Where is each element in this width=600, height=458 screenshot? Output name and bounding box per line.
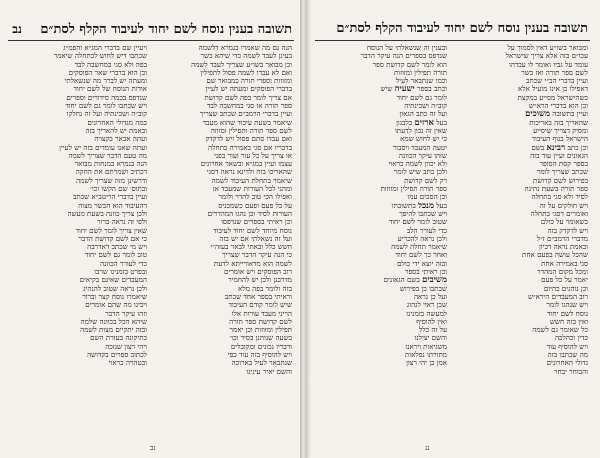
text-line: ויש חולקים על זה xyxy=(539,201,588,210)
text-line: ויש להוסיף בזה עוד כפי xyxy=(227,350,292,359)
text-line: העורות לסיד וכן נהגו המהדרים xyxy=(207,209,292,218)
text-line: ויש מי שכתב דאדרבה xyxy=(87,243,147,252)
text-line: הנה גם מה שאמרו בגמרא דלשמה xyxy=(198,44,292,52)
text-line: שנתבאר לעיל בארוכה xyxy=(231,359,292,368)
header-rule xyxy=(8,40,294,41)
text-line: נוסח מיוחד לשם יחוד לעיבוד xyxy=(213,226,292,235)
text-line: ויש לדקדק בזה xyxy=(547,226,588,235)
text-line: ואם לא עבדו לשמה פסול לתפילין xyxy=(200,68,292,77)
text-line: כתיקונה בעזרת השם xyxy=(90,334,147,343)
text-line: ויש להוסיף עוד xyxy=(546,342,588,351)
text-column-right xyxy=(152,44,292,376)
text-line: יטעה המעבד ויסבור xyxy=(392,143,447,152)
text-line: שאין זה נכון לדעתו xyxy=(394,126,447,135)
footer-page-number: נב xyxy=(150,444,156,452)
text-line: וזהו עיקר הדבר xyxy=(105,309,147,318)
text-line: מה שכתבו בזה xyxy=(547,350,588,359)
text-line: ועיין בדברי הריטב״א שכתב xyxy=(72,193,147,202)
text-line: שאין צריך לומר לשם יחוד xyxy=(75,226,147,235)
text-line: אודות הנוסח של לשם יחוד xyxy=(73,85,147,94)
text-line: שזהו עיקר הכוונה xyxy=(398,151,447,160)
text-line: כשהישראל מסייע במקצת xyxy=(517,93,588,102)
text-line: בספר קסת הסופר xyxy=(539,160,588,169)
text-line: כמה מגדולי האחרונים xyxy=(87,118,147,127)
text-line: וכן הסכים עמו xyxy=(407,193,447,202)
text-line: משיבים בשם הגאונים xyxy=(383,276,447,285)
text-line: שיאמר תחלה לשמה xyxy=(391,243,447,252)
text-line: שיאמרו נוסח קצר וברור xyxy=(82,292,147,301)
text-line: ועיין בדברי הרמב״ם שכתב שצריך xyxy=(199,110,292,119)
text-line: וכן מבואר בשו״ע שצריך לעבד לשמה xyxy=(191,60,292,69)
text-line: ודרשינן מזה שצריך לשמה xyxy=(76,176,147,185)
text-line: טוב לומר גם לשם יחוד xyxy=(84,251,147,260)
bold-keyword: משוכים xyxy=(525,110,551,119)
text-line: ואחר כך לשם יחוד xyxy=(395,251,447,260)
text-line: ולכן כתב שיש לומר xyxy=(393,168,447,177)
text-line: עכו״ם בזה אלא צריך שישראל xyxy=(505,52,588,61)
text-line: למעשה בזמנינו xyxy=(406,309,447,318)
text-line: לשם ספר תורה ואז כשר xyxy=(521,68,588,77)
text-line: ובפרט בזמנינו שרבו xyxy=(94,268,147,277)
text-line: בעינן לעבד לשמה כדי שיהא כשר xyxy=(200,52,292,61)
bold-keyword: ישעיה xyxy=(394,85,415,94)
text-line: וכן הוא בדברי שאר הפוסקים xyxy=(68,68,147,77)
text-line: ומעתה יש לברר מה שנשאלתי xyxy=(64,77,147,86)
text-line: מה טעם הדבר שצריך לשמה xyxy=(68,151,147,160)
text-line: ואם עבדו סתם פסול ויש לדקדק xyxy=(205,135,292,144)
text-line: בשעה שנותנן בסיד וכו׳ xyxy=(229,334,292,343)
text-line: וכתב בספר ישעיה שיש xyxy=(380,85,447,94)
text-line: שיאמר בתחלת העיבוד לשמה xyxy=(211,176,292,185)
bold-keyword: ארזים xyxy=(414,118,434,127)
text-line: שנדפס בכמה סידורים וספרים xyxy=(66,93,147,102)
text-line: אמן כן יהי רצון xyxy=(406,359,447,368)
text-column-left xyxy=(313,44,447,368)
text-line: עומד על גביו ואומר לו עבדהו xyxy=(509,60,588,69)
text-column-left xyxy=(7,44,147,368)
text-line: ויבינו מה שהם אומרים xyxy=(85,301,147,310)
text-line: תורה תפילין ומזוזות xyxy=(393,68,447,77)
text-line: בדבריו אם סגי באמירה בתחלה xyxy=(208,143,292,152)
text-line: וכן הוא בדברי הרא״ש xyxy=(528,102,588,111)
text-line: שכתבו דיש לחוש לכתחלה שיאמר xyxy=(53,52,147,61)
text-line: בעל מנכל בתשובתו xyxy=(391,201,447,210)
text-line: ובתוס׳ שם הקשו וכו׳ xyxy=(90,185,147,194)
text-line: שכתב שצריך לומר xyxy=(536,168,588,177)
text-line: דאפילו כן אינו מועיל אלא xyxy=(518,85,588,94)
text-line: ספר תורה בשעת נתינה xyxy=(524,185,588,194)
text-line: ואומרים דסגי בתחלה xyxy=(530,209,588,218)
text-line: הוא לומר לשם קדושת ספר xyxy=(372,60,447,69)
text-line: ולכן נראה להכריע xyxy=(397,234,447,243)
text-line: לומר גם לשם יחוד xyxy=(396,93,447,102)
text-line: שטוב לומר לשם יחוד xyxy=(388,218,447,227)
text-line: כשאומר על כולם xyxy=(540,218,588,227)
text-line: שיש לומר קודם העיבוד xyxy=(228,301,292,310)
header-rule xyxy=(315,40,590,41)
text-line: וכן נוהגים כהיום xyxy=(543,284,588,293)
text-line: וכן כתב רבינא בשם xyxy=(531,143,588,152)
text-line: שכתבו כן בפירוש xyxy=(399,284,447,293)
text-line: אם צריך לומר בפה לשם קדושת xyxy=(204,93,292,102)
text-line: גדולי האחרונים xyxy=(546,359,588,368)
text-line: או צריך על כל עור ועור בפני xyxy=(213,151,292,160)
text-line: ובזה יוצא ידי כולם xyxy=(397,259,447,268)
text-line: לשמה הוא מדאורייתא לדעת xyxy=(213,259,292,268)
bold-keyword: משיבים xyxy=(422,276,447,285)
text-line: דהעיבוד הוא הכשר מצוה xyxy=(78,201,147,210)
text-line: ובאמת נראה דכיון xyxy=(538,243,588,252)
text-line: בפה ולא סגי במחשבה לבד xyxy=(74,60,147,69)
text-line: ואפילו הכי טוב להדר ולומר xyxy=(218,193,292,202)
text-line: ועיין בתשובה משוכים xyxy=(525,110,588,119)
text-line: והשם יצילנו xyxy=(414,334,447,343)
text-line: סגי באמירה אחת xyxy=(541,259,588,268)
text-line: בפירוש לשם קדושת xyxy=(533,176,588,185)
text-line: דכתיב ושמרתם את החקה xyxy=(75,168,147,177)
text-line: וכן ראיתי בספרים שנדפסו xyxy=(221,218,292,227)
text-line: כדין וכהלכה xyxy=(554,334,588,343)
text-line: מדברי הרמב״ם ז״ל xyxy=(536,234,588,243)
text-line: הישראל בגוף העיבוד xyxy=(531,135,588,144)
text-line: כי אם לשם קדושת הדבר xyxy=(78,234,147,243)
text-line: וכמו שנתבאר לעיל xyxy=(395,77,447,86)
text-line: וראיתי בספר אחד שכתב xyxy=(224,292,292,301)
bold-keyword: רבינא xyxy=(546,143,566,152)
text-line: שהאריכו בזה ולדינא נראה דסגי xyxy=(206,168,292,177)
text-line: ובטהרה כראוי xyxy=(108,359,147,368)
text-line: ספר תורה או סגי במחשבה לבד xyxy=(206,102,292,111)
text-line: לשם קדושת ספר תורה xyxy=(229,317,292,326)
text-line: שכן ראוי לנהוג xyxy=(406,301,447,310)
text-line: ועיין בדברי הב״י שכתב xyxy=(525,77,588,86)
text-line: הגאונים ועיין עוד בזה xyxy=(530,151,588,160)
text-line: ויהי רצון שנזכה xyxy=(105,342,147,351)
page-header xyxy=(8,20,292,38)
text-line: בזה ולומר בפה מלא xyxy=(238,284,292,293)
text-line: ולכן נראה שטוב להנהיג xyxy=(83,284,147,293)
text-line: ובענין זה שנשאלתי על הנוסח xyxy=(366,44,447,52)
text-line: וכן ראיתי בספר xyxy=(404,268,447,277)
text-line: ולכן צריך כוונה בשעת מעשה xyxy=(67,209,147,218)
text-line: שהכל עושה בפעם אחת xyxy=(522,251,588,260)
text-line: ומזוזות וספרי תורה כמבואר שם xyxy=(206,77,292,86)
text-line: לסיד ולא סגי בתחלה xyxy=(531,193,588,202)
text-line: רוב הפוסקים ויש אומרים xyxy=(224,268,292,277)
text-line: ועל כן נראה xyxy=(413,292,447,301)
text-line: ויש שנהגו לומר xyxy=(546,301,588,310)
text-line: כי יש לחוש שמא xyxy=(400,135,447,144)
text-line: שהאריך בזה באריכות xyxy=(529,118,588,127)
page-header-title: תשובה בענין נוסח לשם יחוד לעיבוד הקלף לסת״ם xyxy=(336,21,588,36)
bold-keyword: מנכל xyxy=(418,201,434,210)
text-line: הנה בגמרא במנחות מבואר xyxy=(74,160,147,169)
text-line: נוסח לשם יחוד xyxy=(547,309,588,318)
text-line: הריני מעבד עורות אלו xyxy=(231,309,292,318)
text-line: ומכל מקום המהדר xyxy=(537,268,588,277)
text-line: חשש כלל ובאתי לבאר בעזה״י xyxy=(210,243,292,252)
page-header xyxy=(336,20,588,38)
text-line: והבוחר יבחר xyxy=(553,367,588,376)
text-line: רוב המעבדים הירא״ש xyxy=(527,292,588,301)
text-line: ועל זה כתב הגאון xyxy=(399,110,447,119)
text-line: לכתוב ספרים בקדושה xyxy=(87,350,147,359)
text-line: ודבריו נכונים ומקובלים xyxy=(230,342,292,351)
text-line: ועל זה נשאלתי אם יש בזה xyxy=(219,234,292,243)
text-line: כדי לעורר הכוונה xyxy=(100,259,147,268)
text-line: עצמו ועיין במג״א ובשאר אחרונים xyxy=(200,160,292,169)
text-line: שיהא הכל בכוונה שלמה xyxy=(80,317,147,326)
text-line: ומהני לכל העורות שמעבד אז xyxy=(212,185,292,194)
text-line: משגיאות ויראנו xyxy=(405,342,447,351)
text-line: ועתה שאנו עומדים בזה יש לעיין xyxy=(59,143,147,152)
text-line: על כל פעם ופעם כשמכניס xyxy=(218,201,292,210)
text-line: ומסיק דצריך שיסייע xyxy=(533,126,588,135)
text-line: ואין להוסיף xyxy=(416,317,447,326)
text-line: יאמר על כל פעם xyxy=(541,276,588,285)
page-header-title: תשובה בענין נוסח לשם יחוד לעיבוד הקלף לסת״ם xyxy=(40,22,292,37)
text-line: ובאמת יש להאריך בזה xyxy=(85,126,147,135)
text-line: המעבדים שאינם בקיאים xyxy=(79,276,147,285)
text-line: כדי לעורר הלב xyxy=(406,226,447,235)
text-line: ספר תורה תפילין ומזוזות xyxy=(380,185,447,194)
text-line: כל שאומר גם לשמה xyxy=(532,326,588,335)
text-line: שנדפס בספרים הנה עיקר הדבר xyxy=(360,52,447,61)
text-line: ויש שכתבו לומר גם לשם יחוד xyxy=(65,102,147,111)
text-line: ויש שכתבו להיפך xyxy=(399,209,447,218)
text-line: ולפי זה נראה ברור xyxy=(97,218,147,227)
text-line: והשם יאיר עינינו xyxy=(246,367,292,376)
text-line: ויעיין שם בדברי המג״א והפמ״ג xyxy=(63,44,147,52)
text-line: רק לשם קדושת xyxy=(404,176,447,185)
right-page xyxy=(305,0,600,458)
text-line: תפילין ומזוזות וכן יאמר xyxy=(229,326,292,335)
text-line: שיאמר בשעת עיבוד שהוא מעבד xyxy=(202,118,292,127)
footer-page-number: נג xyxy=(425,444,430,452)
text-line: בדברי הפוסקים ומעתה יש לעיין xyxy=(205,85,292,94)
text-line: ובזה יתקיים מצות לשמה xyxy=(80,326,147,335)
text-line: בעל ארזים בלבנון xyxy=(396,118,447,127)
text-line: ואין בזה חשש xyxy=(550,317,588,326)
text-line: לשם ספר תורה ותפילין ומזוזה xyxy=(210,126,292,135)
text-line: כי הנה עיקר הדבר שצריך xyxy=(222,251,292,260)
text-line: על זה כלל xyxy=(418,326,447,335)
text-line: ועתה אבאר בקצרה xyxy=(94,135,147,144)
text-line: ולא יכוון לשמה כראוי xyxy=(388,160,447,169)
text-line: מדרבנן ולכן יש להחמיר xyxy=(228,276,292,285)
text-line: קוב״ה ושכינתיה ועל זה נחלקו xyxy=(66,110,147,119)
text-line: ומבואר בשו״ע דאין לסמוך על xyxy=(507,44,588,52)
text-line: מתורתו נפלאות xyxy=(405,350,447,359)
page-number: נב xyxy=(12,22,22,36)
book-spine xyxy=(300,0,307,458)
text-column-right xyxy=(450,44,588,376)
text-line: קוב״ה ושכינתיה xyxy=(404,102,447,111)
